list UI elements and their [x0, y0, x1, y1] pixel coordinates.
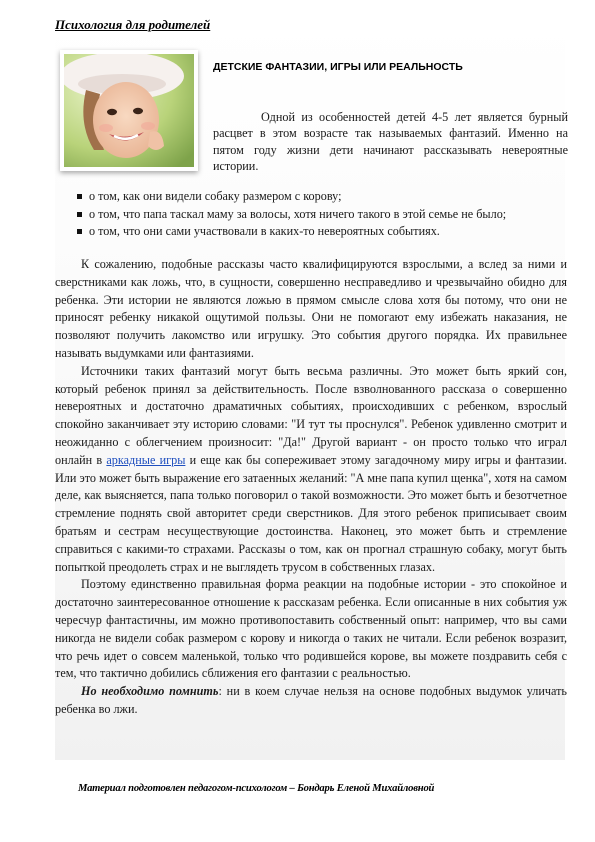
paragraph-4: Но необходимо помнить: ни в коем случае нельзя на основе подобных выдумок уличать ребенка во лжи.	[55, 684, 567, 716]
paragraph-3: Поэтому единственно правильная форма реакции на подобные истории - это спокойное и достаточно заинтересованное отношение к рассказам ребенка. Если описанные в них события уж чересчур фантастичны, им можно противопоставить собственный опыт: например, что вы сами никогда не видели собак размером с корову и никогда о таких не читали. Если ребенок возразит, что речь идет о совсем маленькой, только что родившейся корове, вы можете поздравить себя с тем, что тактично добились сближения его фантазии с реальностью.	[55, 577, 567, 681]
list-item: о том, что папа таскал маму за волосы, хотя ничего такого в этой семье не было;	[77, 206, 568, 224]
bullet-list	[77, 188, 568, 241]
page-header: Психология для родителей	[55, 17, 211, 32]
intro-paragraph: Одной из особенностей детей 4-5 лет является бурный расцвет в этом возрасте так называемых фантазий. Именно на пятом году жизни дети начинают рассказывать невероятные истории.	[213, 110, 568, 173]
article-title: ДЕТСКИЕ ФАНТАЗИИ, ИГРЫ ИЛИ РЕАЛЬНОСТЬ	[213, 61, 463, 73]
bullet-icon	[77, 194, 82, 199]
list-item: о том, что они сами участвовали в каких-то невероятных событиях.	[77, 223, 568, 241]
intro-text	[213, 109, 568, 174]
paragraph-1: К сожалению, подобные рассказы часто квалифицируются взрослыми, а вслед за ними и сверстниками как ложь, что, в сущности, совершенно несправедливо и чрезвычайно обидно для ребенка. Эти истории не являются ложью в прямом смысле слова хотя бы потому, что они не приносят ребенку никакой ощутимой пользы. Они не помогают ему избежать наказания, не позволяют получить лакомство или игрушку. Это события другого порядка. Их правильнее называть выдумками или фантазиями.	[55, 257, 567, 360]
bullet-icon	[77, 229, 82, 234]
emphasis-text: Но необходимо помнить	[81, 684, 219, 699]
arcade-games-link[interactable]: аркадные игры	[106, 452, 186, 467]
list-item: о том, как они видели собаку размером с корову;	[77, 188, 568, 206]
child-photo	[60, 50, 198, 171]
article-body	[55, 256, 567, 719]
author-footer: Материал подготовлен педагогом-психологом – Бондарь Еленой Михайловной	[78, 783, 435, 794]
photo-image	[64, 54, 194, 167]
bullet-icon	[77, 212, 82, 217]
paragraph-2: Источники таких фантазий могут быть весьма различны. Это может быть яркий сон, который ребенок принял за действительность. После взволнованного рассказа о совершенно невероятных и достаточно драматичных событиях, происходивших с ребенком, взрослый спокойно заканчивает эту историю словами: "И тут ты проснулся". Ребенок удивленно смотрит и неожиданно с облегчением произносит: "Да!" Другой вариант - он просто только что играл онлайн в аркадные игры и еще как бы сопереживает этому загадочному миру игры и фантазии. Или это может быть выражение его затаенных желаний: "А мне папа купил щенка", хотя на самом деле, как выясняется, папа только поговорил о такой возможности. Это может быть и безотчетное стремление поднять свой авторитет среди сверстников. Для этого ребенок приписывает своим братьям и сестрам несуществующие достоинства. Наконец, это может быть и стремление справиться с какими-то страхами. Рассказы о том, как он прогнал страшную собаку, могут быть попыткой преодолеть страх и не выглядеть трусом в собственных глазах.	[55, 363, 567, 574]
